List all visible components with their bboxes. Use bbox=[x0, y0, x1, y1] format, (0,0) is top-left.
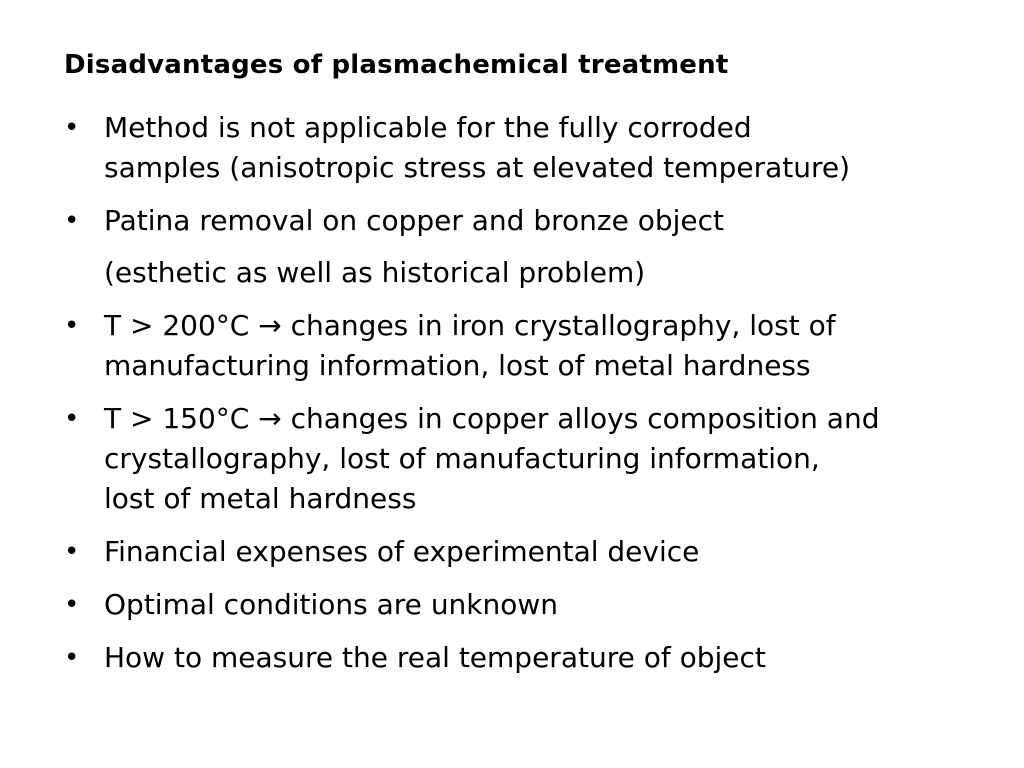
bullet-icon: • bbox=[64, 643, 80, 673]
list-item-continuation bbox=[64, 253, 994, 293]
list-item-line: How to measure the real temperature of object bbox=[104, 641, 766, 674]
list-item-line: Method is not applicable for the fully corroded bbox=[104, 111, 752, 144]
list-item-line: Patina removal on copper and bronze object bbox=[104, 204, 725, 237]
list-item bbox=[64, 201, 994, 241]
list-item-line: Financial expenses of experimental device bbox=[104, 535, 700, 568]
list-item-line: Optimal conditions are unknown bbox=[104, 588, 559, 621]
list-item bbox=[64, 399, 994, 519]
list-item bbox=[64, 108, 994, 188]
list-item bbox=[64, 585, 994, 625]
list-item-line: manufacturing information, lost of metal hardness bbox=[104, 349, 811, 382]
bullet-icon: • bbox=[64, 311, 80, 341]
slide-title: Disadvantages of plasmachemical treatment bbox=[64, 50, 729, 80]
list-item bbox=[64, 532, 994, 572]
bullet-icon: • bbox=[64, 113, 80, 143]
list-item-line: (esthetic as well as historical problem) bbox=[104, 256, 646, 289]
bullet-icon: • bbox=[64, 404, 80, 434]
bullet-icon: • bbox=[64, 537, 80, 567]
list-item-line: T > 200°C → changes in iron crystallography, lost of bbox=[104, 309, 836, 342]
list-item-line: lost of metal hardness bbox=[104, 482, 417, 515]
list-item bbox=[64, 306, 994, 386]
bullet-icon: • bbox=[64, 590, 80, 620]
list-item-line: samples (anisotropic stress at elevated temperature) bbox=[104, 151, 851, 184]
list-item-line: T > 150°C → changes in copper alloys composition and bbox=[104, 402, 880, 435]
bullet-icon: • bbox=[64, 206, 80, 236]
list-item-line: crystallography, lost of manufacturing information, bbox=[104, 442, 820, 475]
bullet-list bbox=[64, 108, 994, 691]
list-item bbox=[64, 638, 994, 678]
